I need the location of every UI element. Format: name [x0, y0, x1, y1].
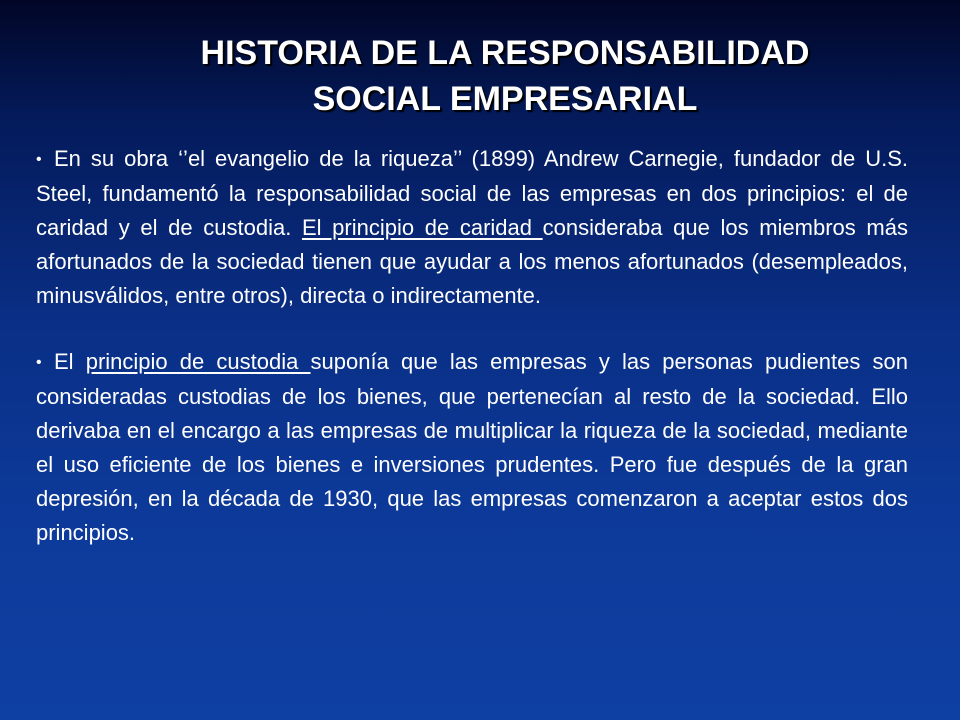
underlined-term-custodia: principio de custodia: [85, 349, 311, 374]
slide-body: [36, 142, 908, 550]
paragraph-text-custodia: suponía que las empresas y las personas pudientes son consideradas custodias de los bienes, que pertenecían al resto de la sociedad. Ello derivaba en el encargo a las empresas de multiplicar la riqueza de la sociedad, mediante el uso eficiente de los bienes e inversiones prudentes. Pero fue después de la gran depresión, en la década de 1930, que las empresas comenzaron a aceptar estos dos principios.: [36, 349, 908, 545]
paragraph-text-el: El: [54, 349, 86, 374]
underlined-term-caridad: El principio de caridad: [301, 215, 543, 240]
bullet-paragraph-custodia: [36, 345, 908, 550]
slide-title-line-1: HISTORIA DE LA RESPONSABILIDAD: [200, 34, 810, 72]
paragraph-text-caridad: consideraba que los miembros más afortunados de la sociedad tienen que ayudar a los menos afortunados (desempleados, minusválidos, entre otros), directa o indirectamente.: [36, 215, 908, 308]
bullet-marker: •: [36, 151, 42, 168]
slide-title-line-2: SOCIAL EMPRESARIAL: [312, 80, 698, 118]
bullet-paragraph-carnegie: [36, 142, 908, 313]
bullet-marker: •: [36, 354, 42, 371]
paragraph-text-intro: En su obra ‘’el evangelio de la riqueza’’ (1899) Andrew Carnegie, fundador de U.S. Steel, fundamentó la responsabilidad social de las empresas en dos principios: el de caridad y el de custodia.: [36, 146, 908, 240]
slide-title: [0, 30, 960, 122]
